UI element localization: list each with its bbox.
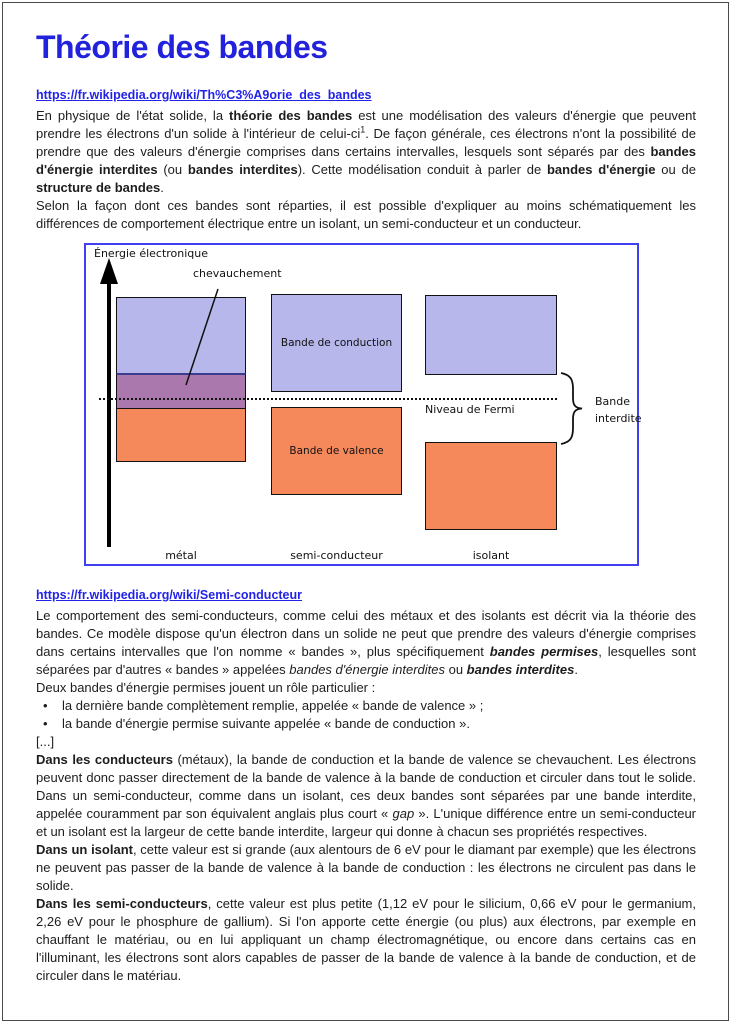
intro-paragraph-1: En physique de l'état solide, la théorie des bandes est une modélisation des valeurs d'énergie que peuvent prendre les électrons d'un solide à l'intérieur de celui-$ci^1$. De façon générale, ces électrons n'ont la possibilité de prendre que des valeurs d'énergie comprises dans certains intervalles, lesquels sont séparés par des bandes d'énergie interdites (ou bandes interdites). Cette modélisation conduit à parler de bandes d'énergie ou de structure de bandes. (36, 108, 696, 195)
list-item-valence (36, 697, 696, 715)
band-structure-diagram (84, 243, 642, 566)
forbidden-band-label (595, 393, 642, 427)
list-item-conduction (36, 715, 696, 733)
band-conduction-semiconductor (271, 294, 402, 392)
link-line-2 (36, 586, 696, 604)
fermi-level-dotted-line (99, 398, 557, 400)
bullet-icon: • (43, 716, 48, 731)
gap-brace-icon (561, 373, 582, 444)
band-valence-metal (116, 408, 246, 462)
wiki-link-theorie-des-bandes[interactable]: https://fr.wikipedia.org/wiki/Th%C3%A9orie_des_bandes (36, 88, 372, 102)
forbidden-band-label-line1: Bande (595, 395, 631, 408)
fermi-level-label: Niveau de Fermi (425, 403, 515, 416)
energy-axis-arrow-shaft (107, 281, 111, 547)
intro-paragraph-2: Selon la façon dont ces bandes sont réparties, il est possible d'expliquer au moins schématiquement les différences de comportement électrique entre un isolant, un semi-conducteur et un conducteur. (36, 198, 696, 231)
conduction-band-label: Bande de conduction (280, 337, 393, 349)
page-title: Théorie des bandes (36, 29, 328, 65)
semiconductor-paragraph-2: Deux bandes d'énergie permises jouent un rôle particulier : (36, 680, 376, 695)
band-overlap-metal (116, 373, 246, 410)
overlap-label: chevauchement (193, 267, 282, 280)
band-valence-insulator (425, 442, 557, 530)
link-line-1 (36, 86, 696, 104)
forbidden-band-label-line2: interdite (595, 412, 642, 425)
bullet-icon: • (43, 698, 48, 713)
band-valence-semiconductor (271, 407, 402, 495)
semiconductors-paragraph: Dans les semi-conducteurs, cette valeur est plus petite (1,12 eV pour le silicium, 0,66 eV pour le germanium, 2,26 eV pour le phosphure de gallium). Si l'on apporte cette énergie (ou plus) aux électrons, par exemple en chauffant le matériau, ou en lui appliquant un champ électromagnétique, ou encore dans certains cas en l'illuminant, les électrons sont alors capables de passer de la bande de valence à la bande de conduction, et de circuler dans le matériau. (36, 896, 696, 983)
ellipsis-marker: [...] (36, 734, 55, 749)
column-label-metal: métal (165, 549, 197, 562)
list-item-conduction-text: la bande d'énergie permise suivante appelée « bande de conduction ». (62, 716, 470, 731)
insulator-paragraph: Dans un isolant, cette valeur est si grande (aux alentours de 6 eV pour le diamant par exemple) que les électrons ne peuvent pas passer de la bande de valence à la bande de conduction : les électrons ne circulent pas dans le solide. (36, 842, 696, 893)
energy-axis-arrowhead-icon (100, 258, 118, 284)
band-roles-list (36, 697, 696, 733)
band-conduction-metal (116, 297, 246, 375)
semiconductor-paragraph-1: Le comportement des semi-conducteurs, comme celui des métaux et des isolants est décrit via la théorie des bandes. Ce modèle dispose qu'un électron dans un solide ne peut que prendre des valeurs d'énergie comprises dans certains intervalles que l'on nomme « bandes », plus spécifiquement bandes permises, lesquelles sont séparées par d'autres « bandes » appelées bandes d'énergie interdites ou bandes interdites. (36, 608, 697, 677)
energy-axis-label: Énergie électronique (94, 247, 209, 260)
document-content (36, 0, 696, 985)
valence-band-label: Bande de valence (289, 445, 384, 457)
band-conduction-insulator (425, 295, 557, 375)
column-label-semiconductor: semi-conducteur (290, 549, 383, 562)
conductors-paragraph: Dans les conducteurs (métaux), la bande de conduction et la bande de valence se chevauchent. Les électrons peuvent donc passer directement de la bande de valence à la bande de conduction et circuler dans tout le solide. Dans un semi-conducteur, comme dans un isolant, ces deux bandes sont séparées par une bande interdite, appelée couramment par son équivalent anglais plus court « gap ». L'unique différence entre un semi-conducteur et un isolant est la largeur de cette bande interdite, largeur qui donne à chacun ses propriétés respectives. (36, 752, 697, 839)
wiki-link-semi-conducteur[interactable]: https://fr.wikipedia.org/wiki/Semi-conducteur (36, 588, 303, 602)
column-label-insulator: isolant (472, 549, 510, 562)
list-item-valence-text: la dernière bande complètement remplie, appelée « bande de valence » ; (62, 698, 484, 713)
